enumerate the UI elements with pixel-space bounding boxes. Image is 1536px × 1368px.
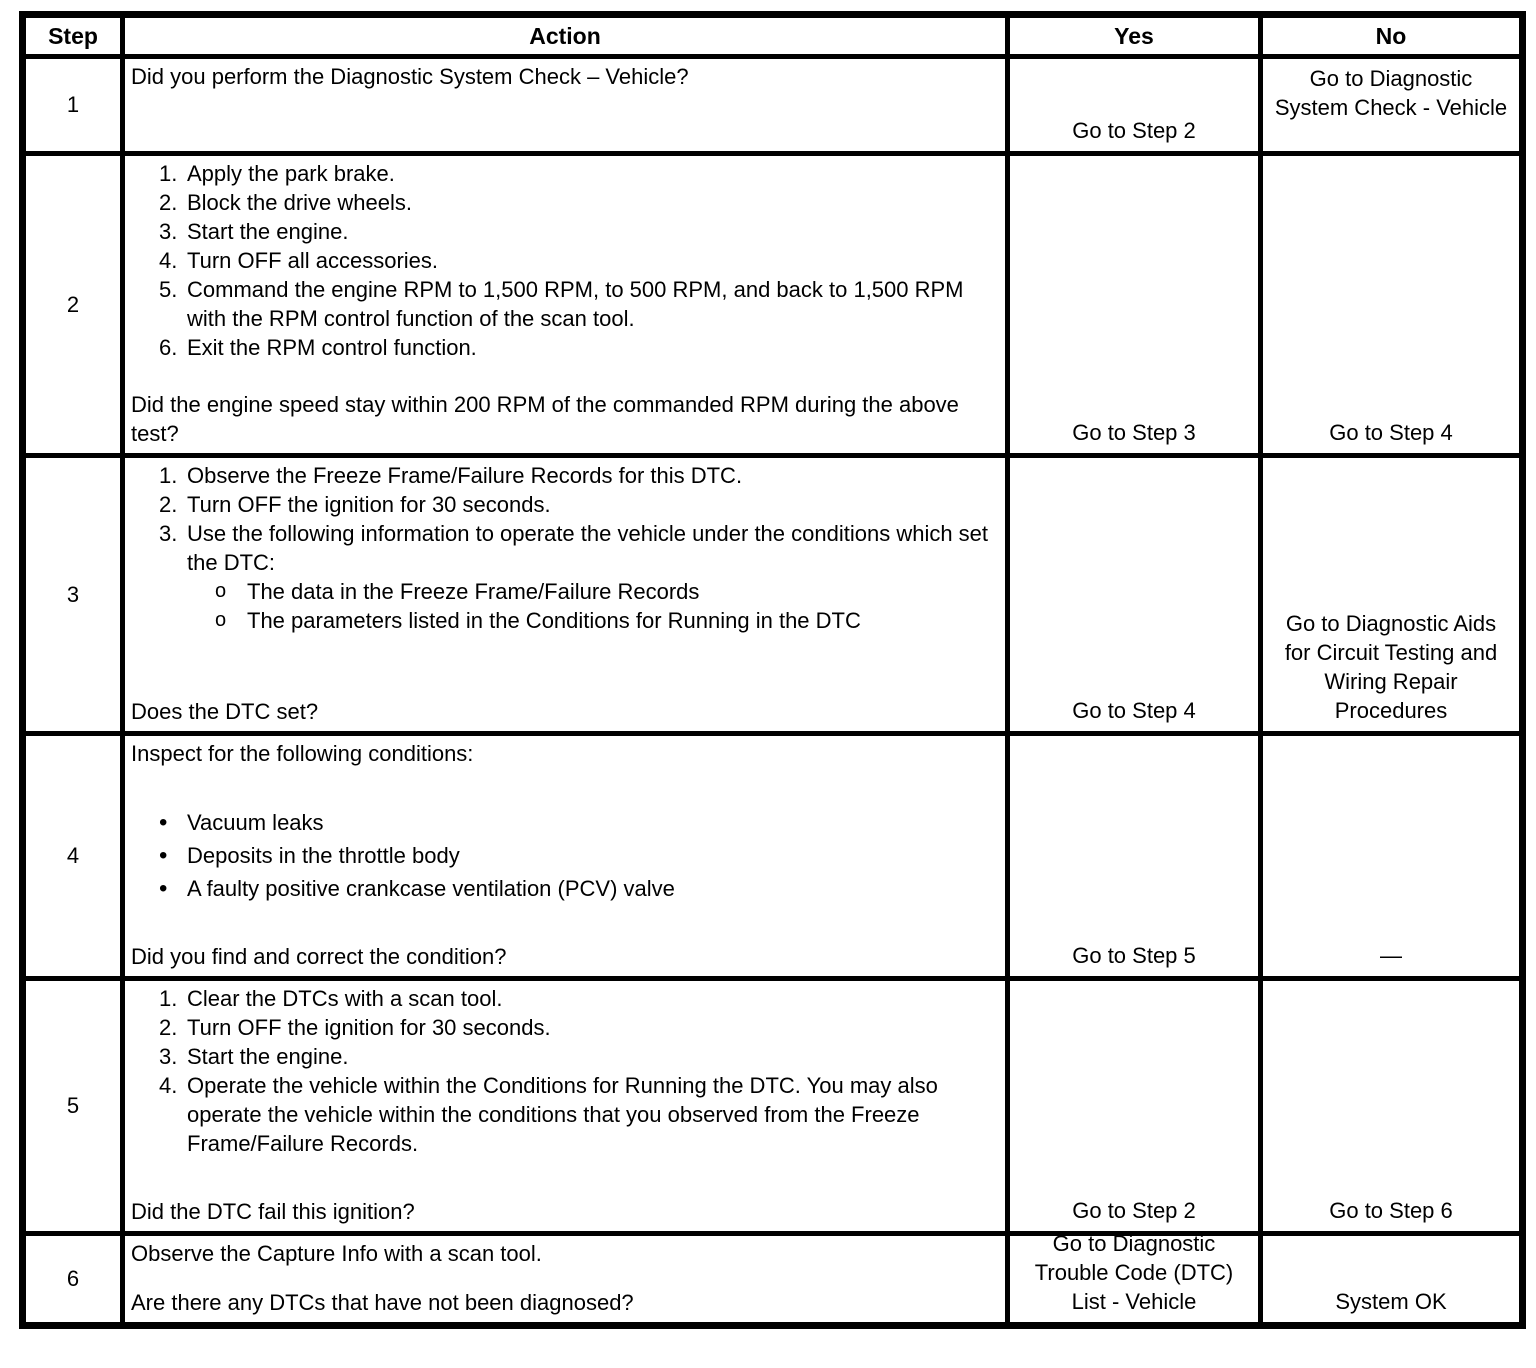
yes-content <box>1010 59 1258 151</box>
list-item-line: Command the engine RPM to 1,500 RPM, to 500 RPM, and back to 1,500 RPM with the RPM control function of the scan tool. <box>187 277 964 331</box>
list-item-line: Turn OFF all accessories. <box>187 248 439 273</box>
yes-content <box>1010 1231 1258 1322</box>
list-item-text <box>187 841 997 870</box>
yes-cell <box>1008 979 1261 1234</box>
action-content <box>125 736 1005 976</box>
list-item-line: Turn OFF the ignition for 30 seconds. <box>187 492 551 517</box>
list-item-text <box>187 874 997 903</box>
list-item-text <box>187 333 997 362</box>
action-intro: Did you perform the Diagnostic System Check – Vehicle? <box>131 64 689 89</box>
list-item-line: Exit the RPM control function. <box>187 335 477 360</box>
step-cell <box>23 979 123 1234</box>
list-item-line: Use the following information to operate the vehicle under the conditions which set the DTC: <box>187 521 989 575</box>
yes-label: Go to Step 3 <box>1072 420 1196 445</box>
list-item-line: Apply the park brake. <box>187 161 395 186</box>
action-content <box>125 59 1005 151</box>
list-item-text <box>187 984 997 1013</box>
list-item-marker: 1. <box>159 161 178 186</box>
list-item <box>131 1013 997 1042</box>
table-row <box>23 734 1523 979</box>
sub-list-marker: o <box>215 609 227 631</box>
list-item-text <box>187 159 997 188</box>
step-cell <box>23 57 123 154</box>
table-row <box>23 57 1523 154</box>
list-item-text <box>187 1013 997 1042</box>
no-cell <box>1261 734 1523 979</box>
no-label: Go to Step 6 <box>1329 1198 1453 1223</box>
list-item-line: Turn OFF the ignition for 30 seconds. <box>187 1015 551 1040</box>
action-cell <box>123 154 1008 456</box>
list-item-marker: 4. <box>159 248 178 273</box>
header-row <box>23 15 1523 57</box>
no-content <box>1263 981 1519 1231</box>
table-row <box>23 1234 1523 1326</box>
list-item-marker: 5. <box>159 277 178 302</box>
column-header-step: Step <box>23 15 123 57</box>
sub-list-text: The data in the Freeze Frame/Failure Records <box>247 579 700 604</box>
list-item-text <box>187 808 997 837</box>
table-row <box>23 456 1523 734</box>
action-question: Are there any DTCs that have not been diagnosed? <box>131 1290 634 1315</box>
step-number: 3 <box>66 581 80 607</box>
action-intro: Inspect for the following conditions: <box>131 741 474 766</box>
list-item-text <box>187 275 997 333</box>
yes-cell <box>1008 154 1261 456</box>
list-item-line: A faulty positive crankcase ventilation (PCV) valve <box>187 875 675 901</box>
no-label: — <box>1380 943 1402 968</box>
list-item-text <box>187 1071 997 1158</box>
list-item <box>131 275 997 333</box>
list-item-marker: 3. <box>159 219 178 244</box>
list-item-line: Deposits in the throttle body <box>187 842 460 868</box>
sub-list-text: The parameters listed in the Conditions for Running in the DTC <box>247 608 861 633</box>
yes-cell <box>1008 57 1261 154</box>
step-number: 1 <box>66 92 80 117</box>
list-item-line: Operate the vehicle within the Conditions for Running the DTC. You may also operate the vehicle within the conditions that you observed from the Freeze Frame/Failure Records. <box>187 1073 938 1156</box>
action-question: Did you find and correct the condition? <box>131 944 507 969</box>
no-cell <box>1261 979 1523 1234</box>
yes-label: Go to Step 2 <box>1072 118 1196 143</box>
action-question: Does the DTC set? <box>131 699 319 724</box>
table-header <box>23 15 1523 57</box>
list-item <box>131 159 997 188</box>
yes-cell <box>1008 456 1261 734</box>
sub-list-item <box>187 606 997 635</box>
yes-content <box>1010 156 1258 453</box>
list-item <box>131 246 997 275</box>
table-row <box>23 154 1523 456</box>
list-item-marker: 3. <box>159 1044 178 1069</box>
list-item-text <box>187 519 997 635</box>
list-item-marker: 4. <box>159 1073 178 1098</box>
list-item-text <box>187 1042 997 1071</box>
list-item-marker: 1. <box>159 986 178 1011</box>
step-number: 6 <box>66 1266 80 1291</box>
list-item-marker: 6. <box>159 335 178 360</box>
step-number: 2 <box>66 291 80 317</box>
step-cell <box>23 154 123 456</box>
table-row <box>23 979 1523 1234</box>
list-item-line: Observe the Freeze Frame/Failure Records for this DTC. <box>187 463 743 488</box>
list-item <box>131 217 997 246</box>
yes-label: Go to Step 4 <box>1072 698 1196 723</box>
list-item <box>131 519 997 635</box>
list-item-marker: 1. <box>159 463 178 488</box>
list-item-marker: • <box>159 874 168 902</box>
list-item-line: Vacuum leaks <box>187 809 324 835</box>
list-item <box>131 984 997 1013</box>
action-list <box>131 984 997 1158</box>
no-cell <box>1261 456 1523 734</box>
action-cell <box>123 57 1008 154</box>
step-cell <box>23 734 123 979</box>
yes-content <box>1010 981 1258 1231</box>
column-header-action: Action <box>123 15 1008 57</box>
no-content <box>1263 59 1519 151</box>
step-cell <box>23 456 123 734</box>
list-item <box>131 490 997 519</box>
action-content <box>125 156 1005 453</box>
diagnostic-table <box>19 11 1526 1329</box>
list-item-line: Clear the DTCs with a scan tool. <box>187 986 503 1011</box>
list-item <box>131 808 997 837</box>
action-content <box>125 1236 1005 1322</box>
yes-label: Go to Diagnostic Trouble Code (DTC) List - Vehicle <box>1034 1231 1234 1314</box>
list-item-text <box>187 490 997 519</box>
action-list <box>131 808 997 903</box>
step-number: 5 <box>66 1093 80 1118</box>
yes-cell <box>1008 1231 1261 1326</box>
action-list <box>131 461 997 635</box>
list-item <box>131 874 997 903</box>
column-header-no: No <box>1261 15 1523 57</box>
list-item-marker: 2. <box>159 190 178 215</box>
action-list <box>131 159 997 362</box>
action-cell <box>123 734 1008 979</box>
no-label: System OK <box>1335 1289 1447 1314</box>
yes-label: Go to Step 2 <box>1072 1198 1196 1223</box>
list-item-marker: 3. <box>159 521 178 546</box>
action-question: Did the DTC fail this ignition? <box>131 1199 415 1224</box>
action-question: Did the engine speed stay within 200 RPM of the commanded RPM during the above test? <box>131 392 959 446</box>
list-item <box>131 188 997 217</box>
list-item <box>131 1042 997 1071</box>
action-content <box>125 458 1005 731</box>
list-item-text <box>187 246 997 275</box>
action-cell <box>123 979 1008 1234</box>
yes-label: Go to Step 5 <box>1072 943 1196 968</box>
step-cell <box>23 1234 123 1326</box>
list-item-line: Start the engine. <box>187 1044 349 1069</box>
no-cell <box>1261 1234 1523 1326</box>
list-item-line: Block the drive wheels. <box>187 190 412 215</box>
list-item-text <box>187 461 997 490</box>
yes-content <box>1010 736 1258 976</box>
table-body <box>23 57 1523 1326</box>
list-item-text <box>187 188 997 217</box>
list-item-marker: • <box>159 808 168 836</box>
list-item <box>131 841 997 870</box>
list-item <box>131 333 997 362</box>
action-content <box>125 981 1005 1231</box>
no-content <box>1263 156 1519 453</box>
step-number: 4 <box>66 843 80 868</box>
no-label: Go to Diagnostic System Check - Vehicle <box>1274 66 1508 120</box>
list-item-marker: • <box>159 841 168 869</box>
sub-list-marker: o <box>215 580 227 602</box>
no-content <box>1263 458 1519 731</box>
no-cell <box>1261 57 1523 154</box>
action-cell <box>123 1234 1008 1326</box>
yes-content <box>1010 458 1258 731</box>
no-content <box>1263 1236 1519 1322</box>
list-item-text <box>187 217 997 246</box>
sub-list-item <box>187 577 997 606</box>
list-item-marker: 2. <box>159 492 178 517</box>
list-item-marker: 2. <box>159 1015 178 1040</box>
no-content <box>1263 736 1519 976</box>
yes-cell <box>1008 734 1261 979</box>
list-item-line: Start the engine. <box>187 219 349 244</box>
action-cell <box>123 456 1008 734</box>
column-header-yes: Yes <box>1008 15 1261 57</box>
no-label: Go to Diagnostic Aids for Circuit Testing and Wiring Repair Procedures <box>1284 611 1498 723</box>
no-cell <box>1261 154 1523 456</box>
list-item <box>131 1071 997 1158</box>
no-label: Go to Step 4 <box>1329 420 1453 445</box>
action-intro: Observe the Capture Info with a scan tool. <box>131 1241 542 1266</box>
list-item <box>131 461 997 490</box>
